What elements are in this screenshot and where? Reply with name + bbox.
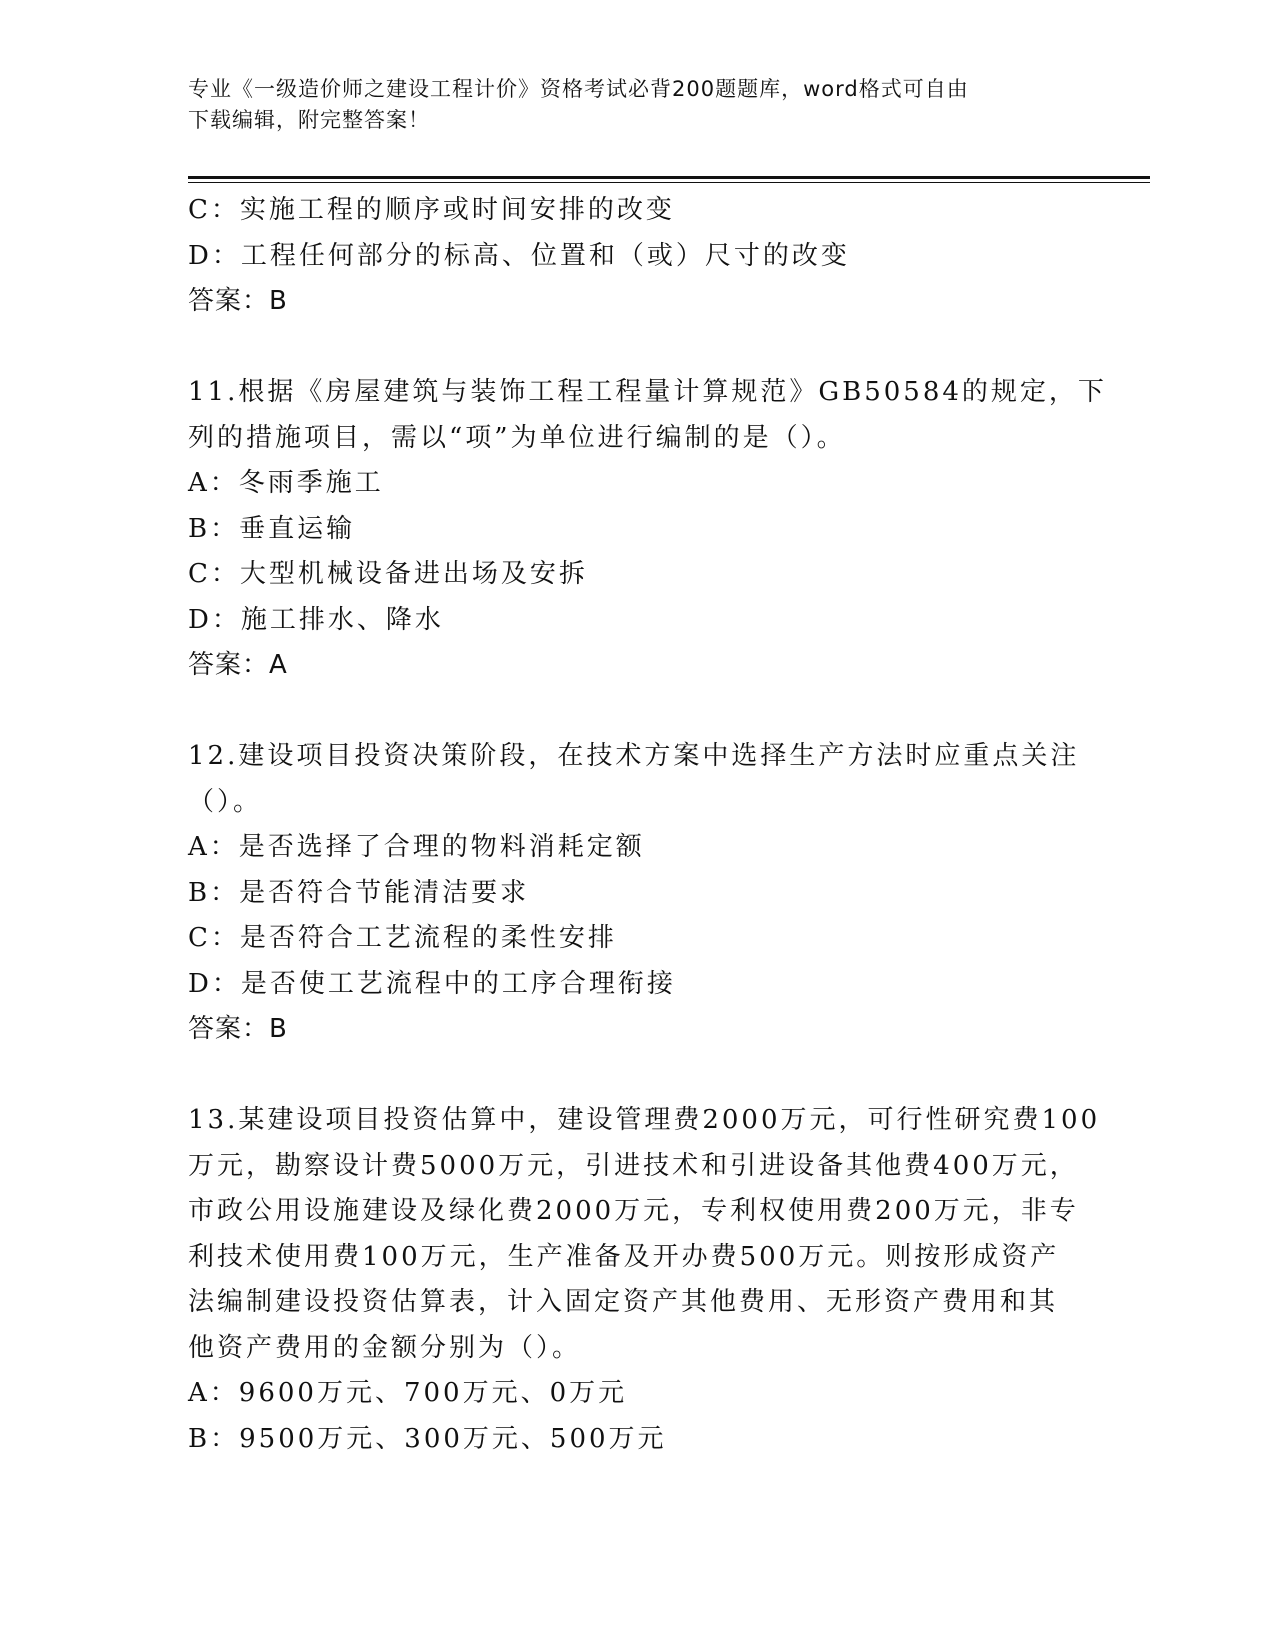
option-d: D：工程任何部分的标高、位置和（或）尺寸的改变 bbox=[188, 240, 850, 271]
option-d: D：施工排水、降水 bbox=[188, 604, 444, 635]
question-stem-line: 11.根据《房屋建筑与装饰工程工程量计算规范》GB50584的规定，下 bbox=[188, 377, 1107, 407]
option-b: B：9500万元、300万元、500万元 bbox=[188, 1423, 667, 1454]
question-stem-line: 13.某建设项目投资估算中，建设管理费2000万元，可行性研究费100 bbox=[188, 1105, 1101, 1135]
question-stem-line: 利技术使用费100万元，生产准备及开办费500万元。则按形成资产 bbox=[188, 1241, 1060, 1272]
question-stem-line: 列的措施项目，需以“项”为单位进行编制的是（）。 bbox=[188, 422, 846, 453]
question-spacer bbox=[188, 1053, 1088, 1099]
option-b: B：是否符合节能清洁要求 bbox=[188, 877, 530, 908]
question-12 bbox=[188, 734, 1088, 1053]
question-stem-line: 12.建设项目投资决策阶段，在技术方案中选择生产方法时应重点关注 bbox=[188, 741, 1080, 771]
question-10 bbox=[188, 188, 1088, 325]
option-a: A：是否选择了合理的物料消耗定额 bbox=[188, 832, 645, 862]
option-c: C：是否符合工艺流程的柔性安排 bbox=[188, 923, 617, 953]
question-stem-line: 市政公用设施建设及绿化费2000万元，专利权使用费200万元，非专 bbox=[188, 1196, 1079, 1226]
header-divider-thin bbox=[188, 182, 1150, 183]
option-b: B：垂直运输 bbox=[188, 513, 356, 544]
question-stem-line: 万元，勘察设计费5000万元，引进技术和引进设备其他费400万元， bbox=[188, 1150, 1079, 1181]
question-11 bbox=[188, 370, 1107, 689]
answer-line: 答案：A bbox=[188, 650, 288, 680]
option-c: C：实施工程的顺序或时间安排的改变 bbox=[188, 195, 675, 225]
option-d: D：是否使工艺流程中的工序合理衔接 bbox=[188, 968, 676, 999]
option-a: A：冬雨季施工 bbox=[188, 468, 384, 498]
question-stem-line: 法编制建设投资估算表，计入固定资产其他费用、无形资产费用和其 bbox=[188, 1287, 1059, 1317]
question-13 bbox=[188, 1098, 1101, 1462]
question-list bbox=[188, 188, 1107, 1462]
question-stem-line: 他资产费用的金额分别为（）。 bbox=[188, 1332, 582, 1363]
header-line-2: 下载编辑，附完整答案！ bbox=[188, 108, 430, 132]
header-line-1: 专业《一级造价师之建设工程计价》资格考试必背200题题库，word格式可自由 bbox=[188, 77, 969, 101]
option-c: C：大型机械设备进出场及安拆 bbox=[188, 559, 588, 589]
header-divider-thick bbox=[188, 176, 1150, 179]
answer-line: 答案：B bbox=[188, 1014, 288, 1044]
option-a: A：9600万元、700万元、0万元 bbox=[188, 1378, 628, 1408]
question-stem-line: （）。 bbox=[188, 786, 263, 817]
question-spacer bbox=[188, 325, 1088, 371]
question-spacer bbox=[188, 689, 1088, 735]
document-header bbox=[188, 74, 1068, 136]
answer-line: 答案：B bbox=[188, 286, 288, 316]
